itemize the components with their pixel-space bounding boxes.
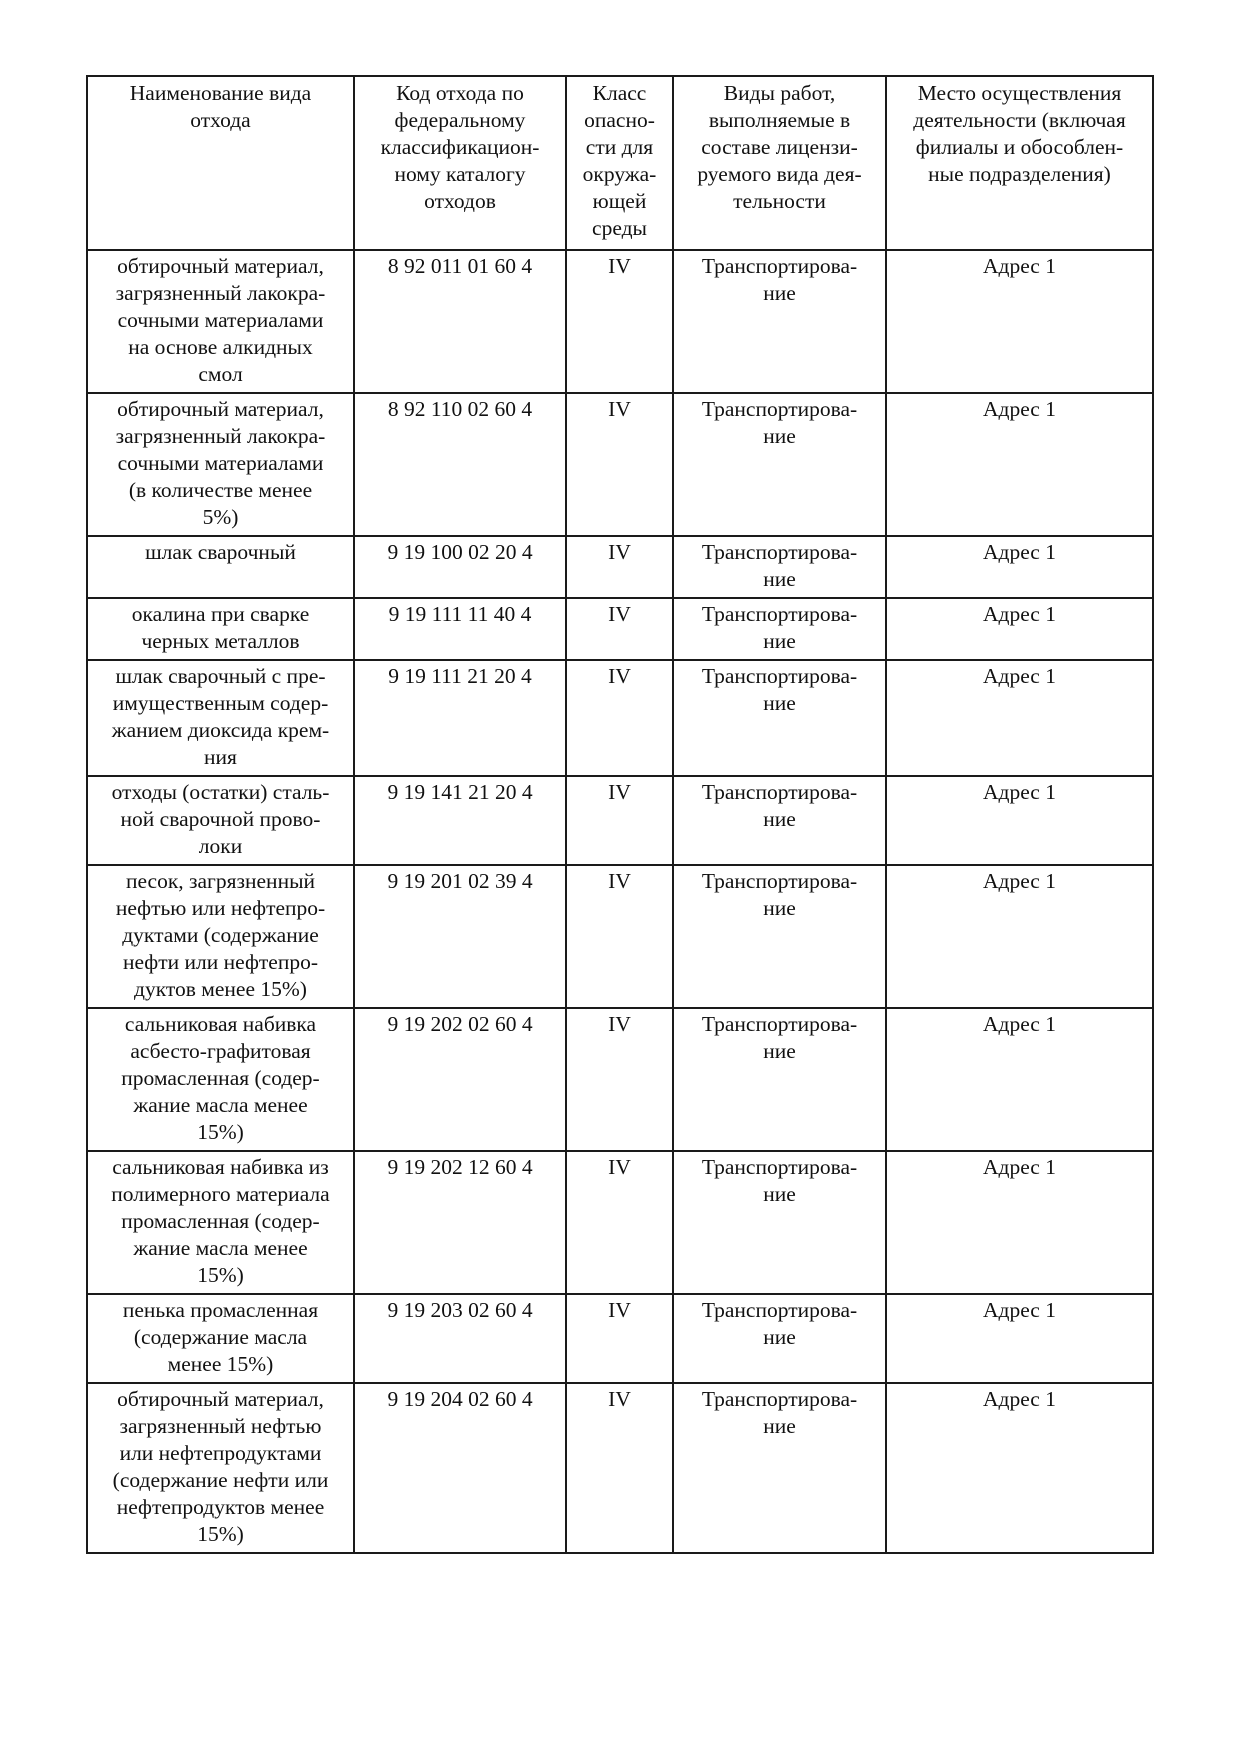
cell-waste-name	[87, 660, 354, 776]
cell-line: жание масла менее	[133, 1236, 308, 1260]
table-row	[87, 776, 1153, 865]
header-line: Наименование вида	[129, 81, 312, 105]
cell-line: Транспортирова-	[701, 397, 858, 421]
table-body	[87, 250, 1153, 1553]
cell-line: нефтью или нефтепро-	[115, 896, 326, 920]
cell-activity-place	[886, 598, 1153, 660]
cell-activity-place	[886, 536, 1153, 598]
cell-line: 9 19 100 02 20 4	[387, 540, 533, 564]
cell-line: черных металлов	[141, 629, 300, 653]
cell-line: ние	[763, 807, 796, 831]
cell-line: промасленная (содер-	[121, 1209, 320, 1233]
header-activity-place	[886, 76, 1153, 250]
cell-line: ние	[763, 1039, 796, 1063]
cell-line: асбесто-графитовая	[130, 1039, 311, 1063]
cell-line: IV	[608, 1387, 631, 1411]
cell-waste-name	[87, 1383, 354, 1553]
cell-hazard-class	[566, 660, 673, 776]
cell-line: ние	[763, 424, 796, 448]
cell-hazard-class	[566, 393, 673, 536]
cell-waste-name	[87, 1151, 354, 1294]
cell-line: промасленная (содер-	[121, 1066, 320, 1090]
cell-line: IV	[608, 869, 631, 893]
table-row	[87, 536, 1153, 598]
cell-waste-code	[354, 598, 566, 660]
cell-line: Транспортирова-	[701, 1012, 858, 1036]
cell-line: ние	[763, 1325, 796, 1349]
cell-hazard-class	[566, 865, 673, 1008]
cell-line: жанием диоксида крем-	[111, 718, 330, 742]
cell-line: нефтепродуктов менее	[116, 1495, 325, 1519]
cell-line: 9 19 141 21 20 4	[387, 780, 533, 804]
cell-line: Адрес 1	[983, 540, 1056, 564]
cell-activity-place	[886, 1151, 1153, 1294]
cell-activity-place	[886, 1383, 1153, 1553]
table-header-row	[87, 76, 1153, 250]
cell-line: Транспортирова-	[701, 1155, 858, 1179]
cell-line: Адрес 1	[983, 869, 1056, 893]
header-work-types	[673, 76, 886, 250]
cell-line: 9 19 204 02 60 4	[387, 1387, 533, 1411]
cell-hazard-class	[566, 250, 673, 393]
header-line: среды	[592, 216, 647, 240]
header-line: составе лицензи-	[701, 135, 858, 159]
cell-work-type	[673, 250, 886, 393]
cell-hazard-class	[566, 1383, 673, 1553]
cell-line: Транспортирова-	[701, 1298, 858, 1322]
cell-line: 15%)	[197, 1263, 244, 1287]
cell-line: IV	[608, 1012, 631, 1036]
table-row	[87, 1151, 1153, 1294]
cell-line: (содержание нефти или	[112, 1468, 329, 1492]
cell-activity-place	[886, 865, 1153, 1008]
cell-line: имущественным содер-	[112, 691, 329, 715]
cell-work-type	[673, 1294, 886, 1383]
cell-line: 9 19 203 02 60 4	[387, 1298, 533, 1322]
cell-waste-code	[354, 536, 566, 598]
cell-line: ние	[763, 281, 796, 305]
table-row	[87, 393, 1153, 536]
table-row	[87, 250, 1153, 393]
cell-line: 8 92 011 01 60 4	[387, 254, 533, 278]
cell-hazard-class	[566, 1294, 673, 1383]
header-line: Код отхода по	[396, 81, 524, 105]
cell-line: обтирочный материал,	[117, 397, 324, 421]
cell-line: ние	[763, 1182, 796, 1206]
cell-line: загрязненный нефтью	[119, 1414, 322, 1438]
header-line: тельности	[733, 189, 826, 213]
header-line: филиалы и обособлен-	[915, 135, 1124, 159]
cell-line: 9 19 111 21 20 4	[388, 664, 532, 688]
header-line: классификацион-	[380, 135, 540, 159]
cell-line: Адрес 1	[983, 1155, 1056, 1179]
cell-work-type	[673, 598, 886, 660]
cell-line: IV	[608, 1155, 631, 1179]
cell-line: IV	[608, 664, 631, 688]
header-line: Место осуществления	[917, 81, 1122, 105]
table-row	[87, 1383, 1153, 1553]
cell-line: ние	[763, 896, 796, 920]
cell-line: IV	[608, 397, 631, 421]
cell-work-type	[673, 1008, 886, 1151]
cell-line: IV	[608, 602, 631, 626]
table-row	[87, 1008, 1153, 1151]
cell-waste-code	[354, 250, 566, 393]
cell-line: загрязненный лакокра-	[115, 424, 326, 448]
cell-activity-place	[886, 250, 1153, 393]
cell-hazard-class	[566, 776, 673, 865]
cell-line: 15%)	[197, 1120, 244, 1144]
cell-work-type	[673, 660, 886, 776]
cell-line: смол	[198, 362, 243, 386]
header-line: выполняемые в	[708, 108, 851, 132]
table-row	[87, 598, 1153, 660]
cell-waste-code	[354, 865, 566, 1008]
cell-line: Транспортирова-	[701, 869, 858, 893]
header-line: сти для	[585, 135, 654, 159]
cell-line: Адрес 1	[983, 602, 1056, 626]
cell-line: сочными материалами	[117, 308, 324, 332]
header-line: Класс	[592, 81, 647, 105]
cell-waste-name	[87, 1008, 354, 1151]
cell-activity-place	[886, 1294, 1153, 1383]
cell-line: 15%)	[197, 1522, 244, 1546]
cell-line: (в количестве менее	[128, 478, 313, 502]
cell-line: 9 19 202 12 60 4	[387, 1155, 533, 1179]
cell-waste-name	[87, 1294, 354, 1383]
cell-line: Адрес 1	[983, 254, 1056, 278]
cell-line: IV	[608, 540, 631, 564]
cell-waste-name	[87, 536, 354, 598]
cell-activity-place	[886, 1008, 1153, 1151]
cell-work-type	[673, 776, 886, 865]
cell-line: Транспортирова-	[701, 540, 858, 564]
cell-line: Адрес 1	[983, 780, 1056, 804]
cell-waste-name	[87, 250, 354, 393]
cell-activity-place	[886, 393, 1153, 536]
cell-line: ния	[204, 745, 237, 769]
header-waste-name	[87, 76, 354, 250]
header-line: Виды работ,	[723, 81, 836, 105]
cell-waste-code	[354, 393, 566, 536]
cell-line: IV	[608, 1298, 631, 1322]
cell-line: обтирочный материал,	[117, 1387, 324, 1411]
cell-line: на основе алкидных	[128, 335, 313, 359]
cell-line: менее 15%)	[167, 1352, 274, 1376]
cell-waste-name	[87, 865, 354, 1008]
cell-waste-name	[87, 598, 354, 660]
cell-line: сальниковая набивка из	[112, 1155, 329, 1179]
waste-table	[86, 75, 1154, 1554]
cell-waste-code	[354, 1383, 566, 1553]
cell-line: Транспортирова-	[701, 1387, 858, 1411]
cell-activity-place	[886, 776, 1153, 865]
header-hazard-class	[566, 76, 673, 250]
cell-line: шлак сварочный с пре-	[115, 664, 326, 688]
cell-waste-code	[354, 1294, 566, 1383]
header-line: руемого вида дея-	[697, 162, 862, 186]
cell-work-type	[673, 1383, 886, 1553]
cell-line: ние	[763, 567, 796, 591]
cell-line: сочными материалами	[117, 451, 324, 475]
cell-waste-code	[354, 660, 566, 776]
table-row	[87, 1294, 1153, 1383]
cell-line: дуктов менее 15%)	[134, 977, 307, 1001]
cell-line: 9 19 201 02 39 4	[387, 869, 533, 893]
cell-line: Транспортирова-	[701, 780, 858, 804]
cell-waste-name	[87, 393, 354, 536]
cell-line: Транспортирова-	[701, 664, 858, 688]
cell-work-type	[673, 393, 886, 536]
cell-line: шлак сварочный	[145, 540, 296, 564]
cell-line: ной сварочной прово-	[120, 807, 321, 831]
cell-waste-name	[87, 776, 354, 865]
cell-line: 5%)	[202, 505, 239, 529]
cell-line: 8 92 110 02 60 4	[387, 397, 533, 421]
cell-line: Транспортирова-	[701, 602, 858, 626]
cell-line: ние	[763, 629, 796, 653]
cell-work-type	[673, 536, 886, 598]
cell-line: нефти или нефтепро-	[123, 950, 318, 974]
cell-line: обтирочный материал,	[117, 254, 324, 278]
header-line: федеральному	[394, 108, 526, 132]
cell-line: IV	[608, 780, 631, 804]
cell-line: Адрес 1	[983, 1298, 1056, 1322]
header-line: отхода	[190, 108, 251, 132]
cell-line: отходы (остатки) сталь-	[111, 780, 330, 804]
cell-line: локи	[198, 834, 243, 858]
cell-work-type	[673, 1151, 886, 1294]
header-line: деятельности (включая	[913, 108, 1126, 132]
header-line: опасно-	[584, 108, 655, 132]
cell-line: или нефтепродуктами	[119, 1441, 322, 1465]
cell-line: Транспортирова-	[701, 254, 858, 278]
cell-waste-code	[354, 1151, 566, 1294]
cell-waste-code	[354, 776, 566, 865]
cell-line: ние	[763, 1414, 796, 1438]
cell-waste-code	[354, 1008, 566, 1151]
header-line: отходов	[424, 189, 496, 213]
cell-line: Адрес 1	[983, 664, 1056, 688]
cell-line: 9 19 111 11 40 4	[388, 602, 532, 626]
header-line: ющей	[592, 189, 647, 213]
cell-hazard-class	[566, 536, 673, 598]
cell-hazard-class	[566, 1008, 673, 1151]
cell-line: Адрес 1	[983, 397, 1056, 421]
cell-hazard-class	[566, 598, 673, 660]
cell-line: дуктами (содержание	[122, 923, 319, 947]
header-line: окружа-	[582, 162, 657, 186]
cell-activity-place	[886, 660, 1153, 776]
cell-line: полимерного материала	[111, 1182, 330, 1206]
cell-line: окалина при сварке	[131, 602, 310, 626]
cell-line: IV	[608, 254, 631, 278]
table-row	[87, 660, 1153, 776]
cell-line: пенька промасленная	[122, 1298, 319, 1322]
header-waste-code	[354, 76, 566, 250]
cell-hazard-class	[566, 1151, 673, 1294]
cell-line: жание масла менее	[133, 1093, 308, 1117]
header-line: ные подразделения)	[928, 162, 1111, 186]
cell-line: ние	[763, 691, 796, 715]
header-line: ному каталогу	[394, 162, 526, 186]
cell-line: песок, загрязненный	[125, 869, 316, 893]
cell-line: Адрес 1	[983, 1012, 1056, 1036]
cell-work-type	[673, 865, 886, 1008]
cell-line: сальниковая набивка	[124, 1012, 317, 1036]
cell-line: (содержание масла	[133, 1325, 308, 1349]
cell-line: Адрес 1	[983, 1387, 1056, 1411]
cell-line: 9 19 202 02 60 4	[387, 1012, 533, 1036]
cell-line: загрязненный лакокра-	[115, 281, 326, 305]
table-row	[87, 865, 1153, 1008]
